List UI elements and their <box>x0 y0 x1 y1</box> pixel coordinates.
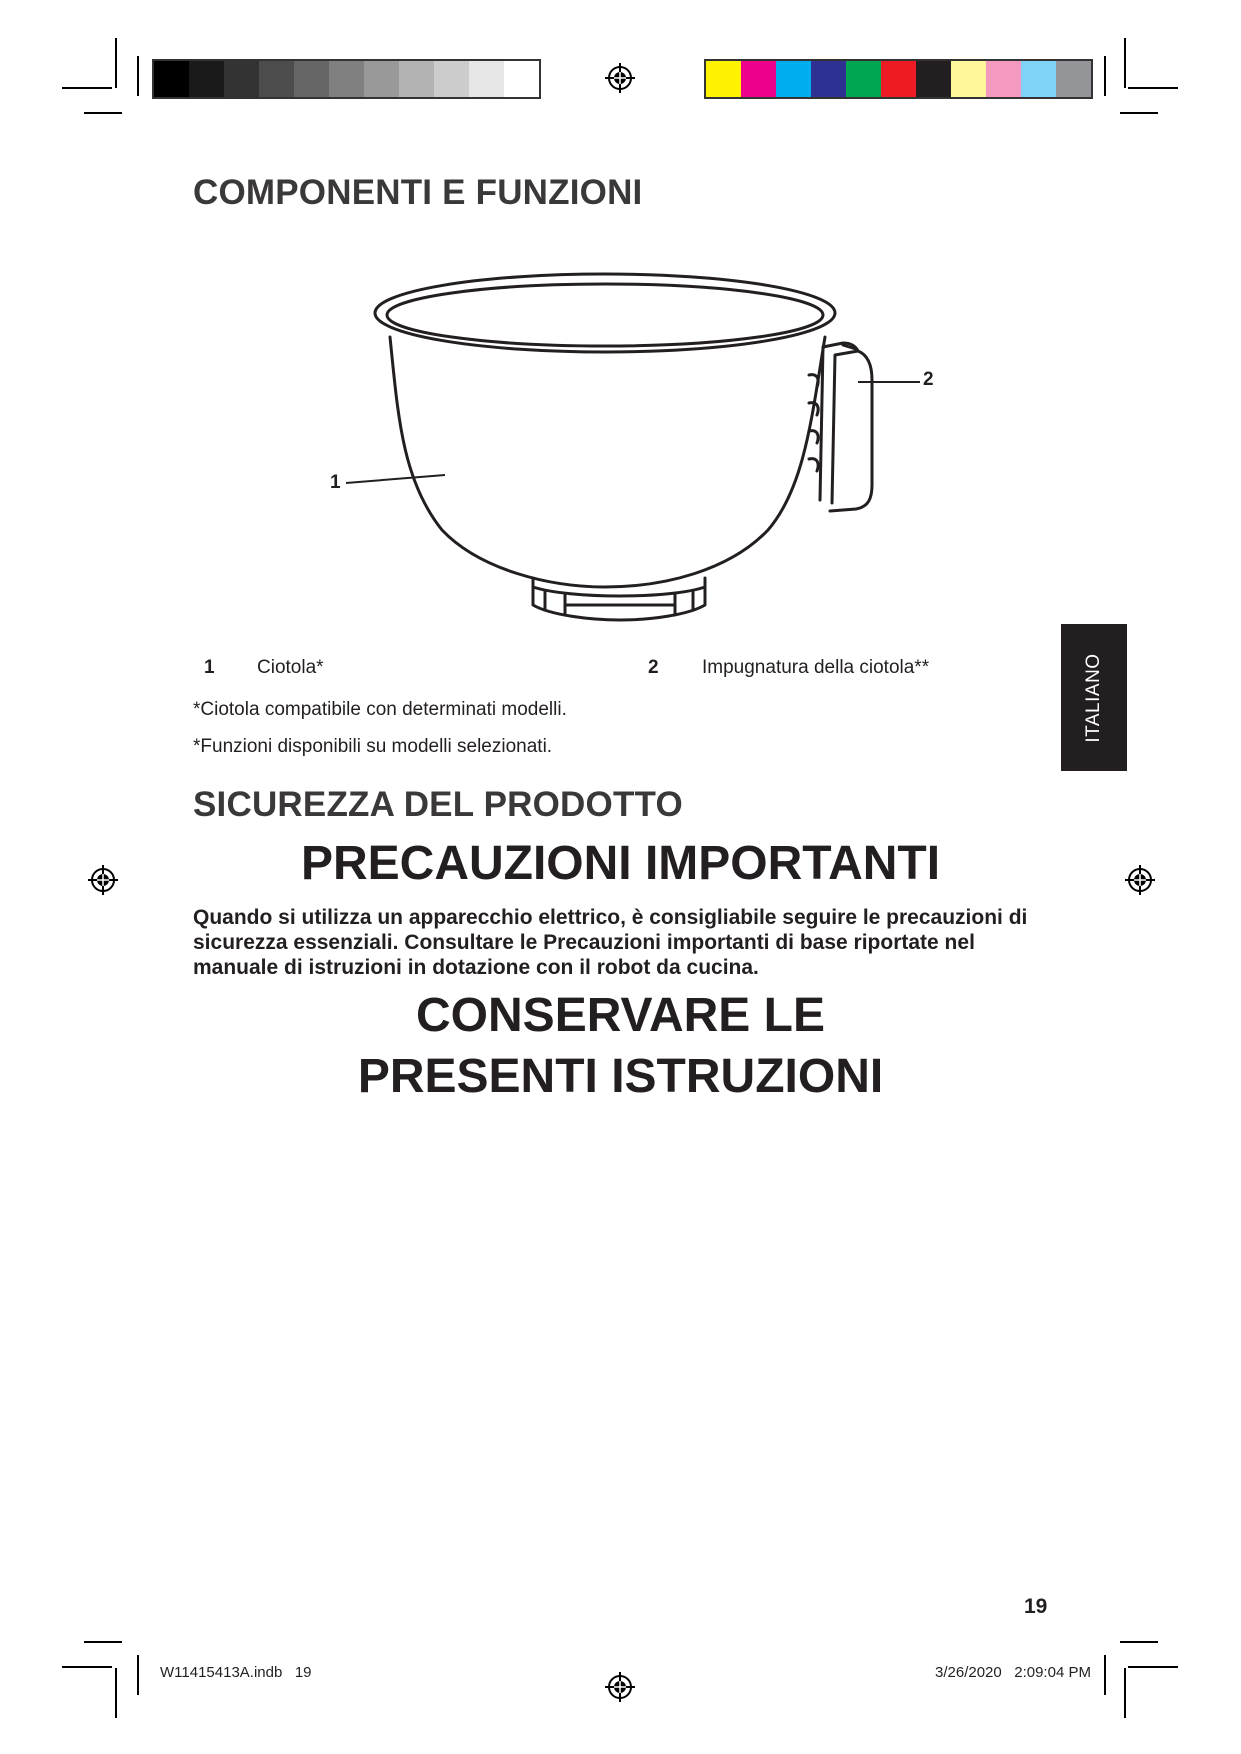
legend-number-2: 2 <box>648 657 659 678</box>
crop-mark <box>62 87 112 89</box>
color-swatch <box>1056 61 1091 97</box>
mixer-bowl-diagram <box>320 265 940 625</box>
page-number: 19 <box>1024 1595 1048 1618</box>
important-safeguards-title: PRECAUZIONI IMPORTANTI <box>300 837 941 890</box>
grayscale-swatch <box>469 61 504 97</box>
grayscale-swatch <box>294 61 329 97</box>
crop-mark <box>1120 112 1158 114</box>
crop-mark <box>1124 1668 1126 1718</box>
language-tab-label: ITALIANO <box>1083 652 1104 743</box>
bowl-illustration <box>375 274 872 620</box>
crop-mark <box>84 112 122 114</box>
crop-mark <box>84 1641 122 1643</box>
grayscale-calibration-bar <box>152 59 541 99</box>
legend-label-1: Ciotola* <box>257 657 324 678</box>
crop-mark <box>1104 56 1106 96</box>
color-swatch <box>986 61 1021 97</box>
crop-mark <box>115 38 117 88</box>
footnote-features: *Funzioni disponibili su modelli selezionati. <box>193 736 553 757</box>
legend-label-2: Impugnatura della ciotola** <box>702 657 930 678</box>
footer-timestamp: 3/26/2020 2:09:04 PM <box>935 1664 1091 1681</box>
color-swatch <box>776 61 811 97</box>
grayscale-swatch <box>259 61 294 97</box>
color-swatch <box>916 61 951 97</box>
grayscale-swatch <box>189 61 224 97</box>
color-swatch <box>881 61 916 97</box>
crop-mark <box>1128 87 1178 89</box>
crop-mark <box>137 56 139 96</box>
color-swatch <box>846 61 881 97</box>
crop-mark <box>137 1655 139 1695</box>
color-swatch <box>811 61 846 97</box>
crop-mark <box>1124 38 1126 88</box>
callout-number-2: 2 <box>923 369 934 390</box>
section-heading-components: COMPONENTI E FUNZIONI <box>193 173 643 212</box>
registration-mark-icon <box>605 1672 635 1702</box>
footer-file-name: W11415413A.indb 19 <box>160 1664 312 1681</box>
crop-mark <box>115 1668 117 1718</box>
color-swatch <box>1021 61 1056 97</box>
grayscale-swatch <box>399 61 434 97</box>
save-instructions-line1: CONSERVARE LE <box>416 989 825 1042</box>
grayscale-swatch <box>364 61 399 97</box>
color-swatch <box>951 61 986 97</box>
grayscale-swatch <box>154 61 189 97</box>
grayscale-swatch <box>224 61 259 97</box>
crop-mark <box>62 1666 112 1668</box>
grayscale-swatch <box>434 61 469 97</box>
color-calibration-bar <box>704 59 1093 99</box>
section-heading-product-safety: SICUREZZA DEL PRODOTTO <box>193 785 683 824</box>
language-tab <box>1061 624 1127 771</box>
footnote-bowl-compatibility: *Ciotola compatibile con determinati modelli. <box>193 699 567 720</box>
registration-mark-icon <box>605 63 635 93</box>
crop-mark <box>1104 1655 1106 1695</box>
grayscale-swatch <box>504 61 539 97</box>
save-instructions-line2: PRESENTI ISTRUZIONI <box>357 1050 884 1103</box>
crop-mark <box>1120 1641 1158 1643</box>
callout-number-1: 1 <box>330 472 341 493</box>
grayscale-swatch <box>329 61 364 97</box>
crop-mark <box>1128 1666 1178 1668</box>
callout-leader-1 <box>346 475 445 483</box>
legend-number-1: 1 <box>204 657 215 678</box>
color-swatch <box>741 61 776 97</box>
color-swatch <box>706 61 741 97</box>
safety-body-text: Quando si utilizza un apparecchio elettrico, è consigliabile seguire le precauzioni di sicurezza essenziali. Consultare le Precauzioni importanti di base riportate nel manuale di istruzioni in dotazione con il robot da cucina. <box>193 906 1028 979</box>
